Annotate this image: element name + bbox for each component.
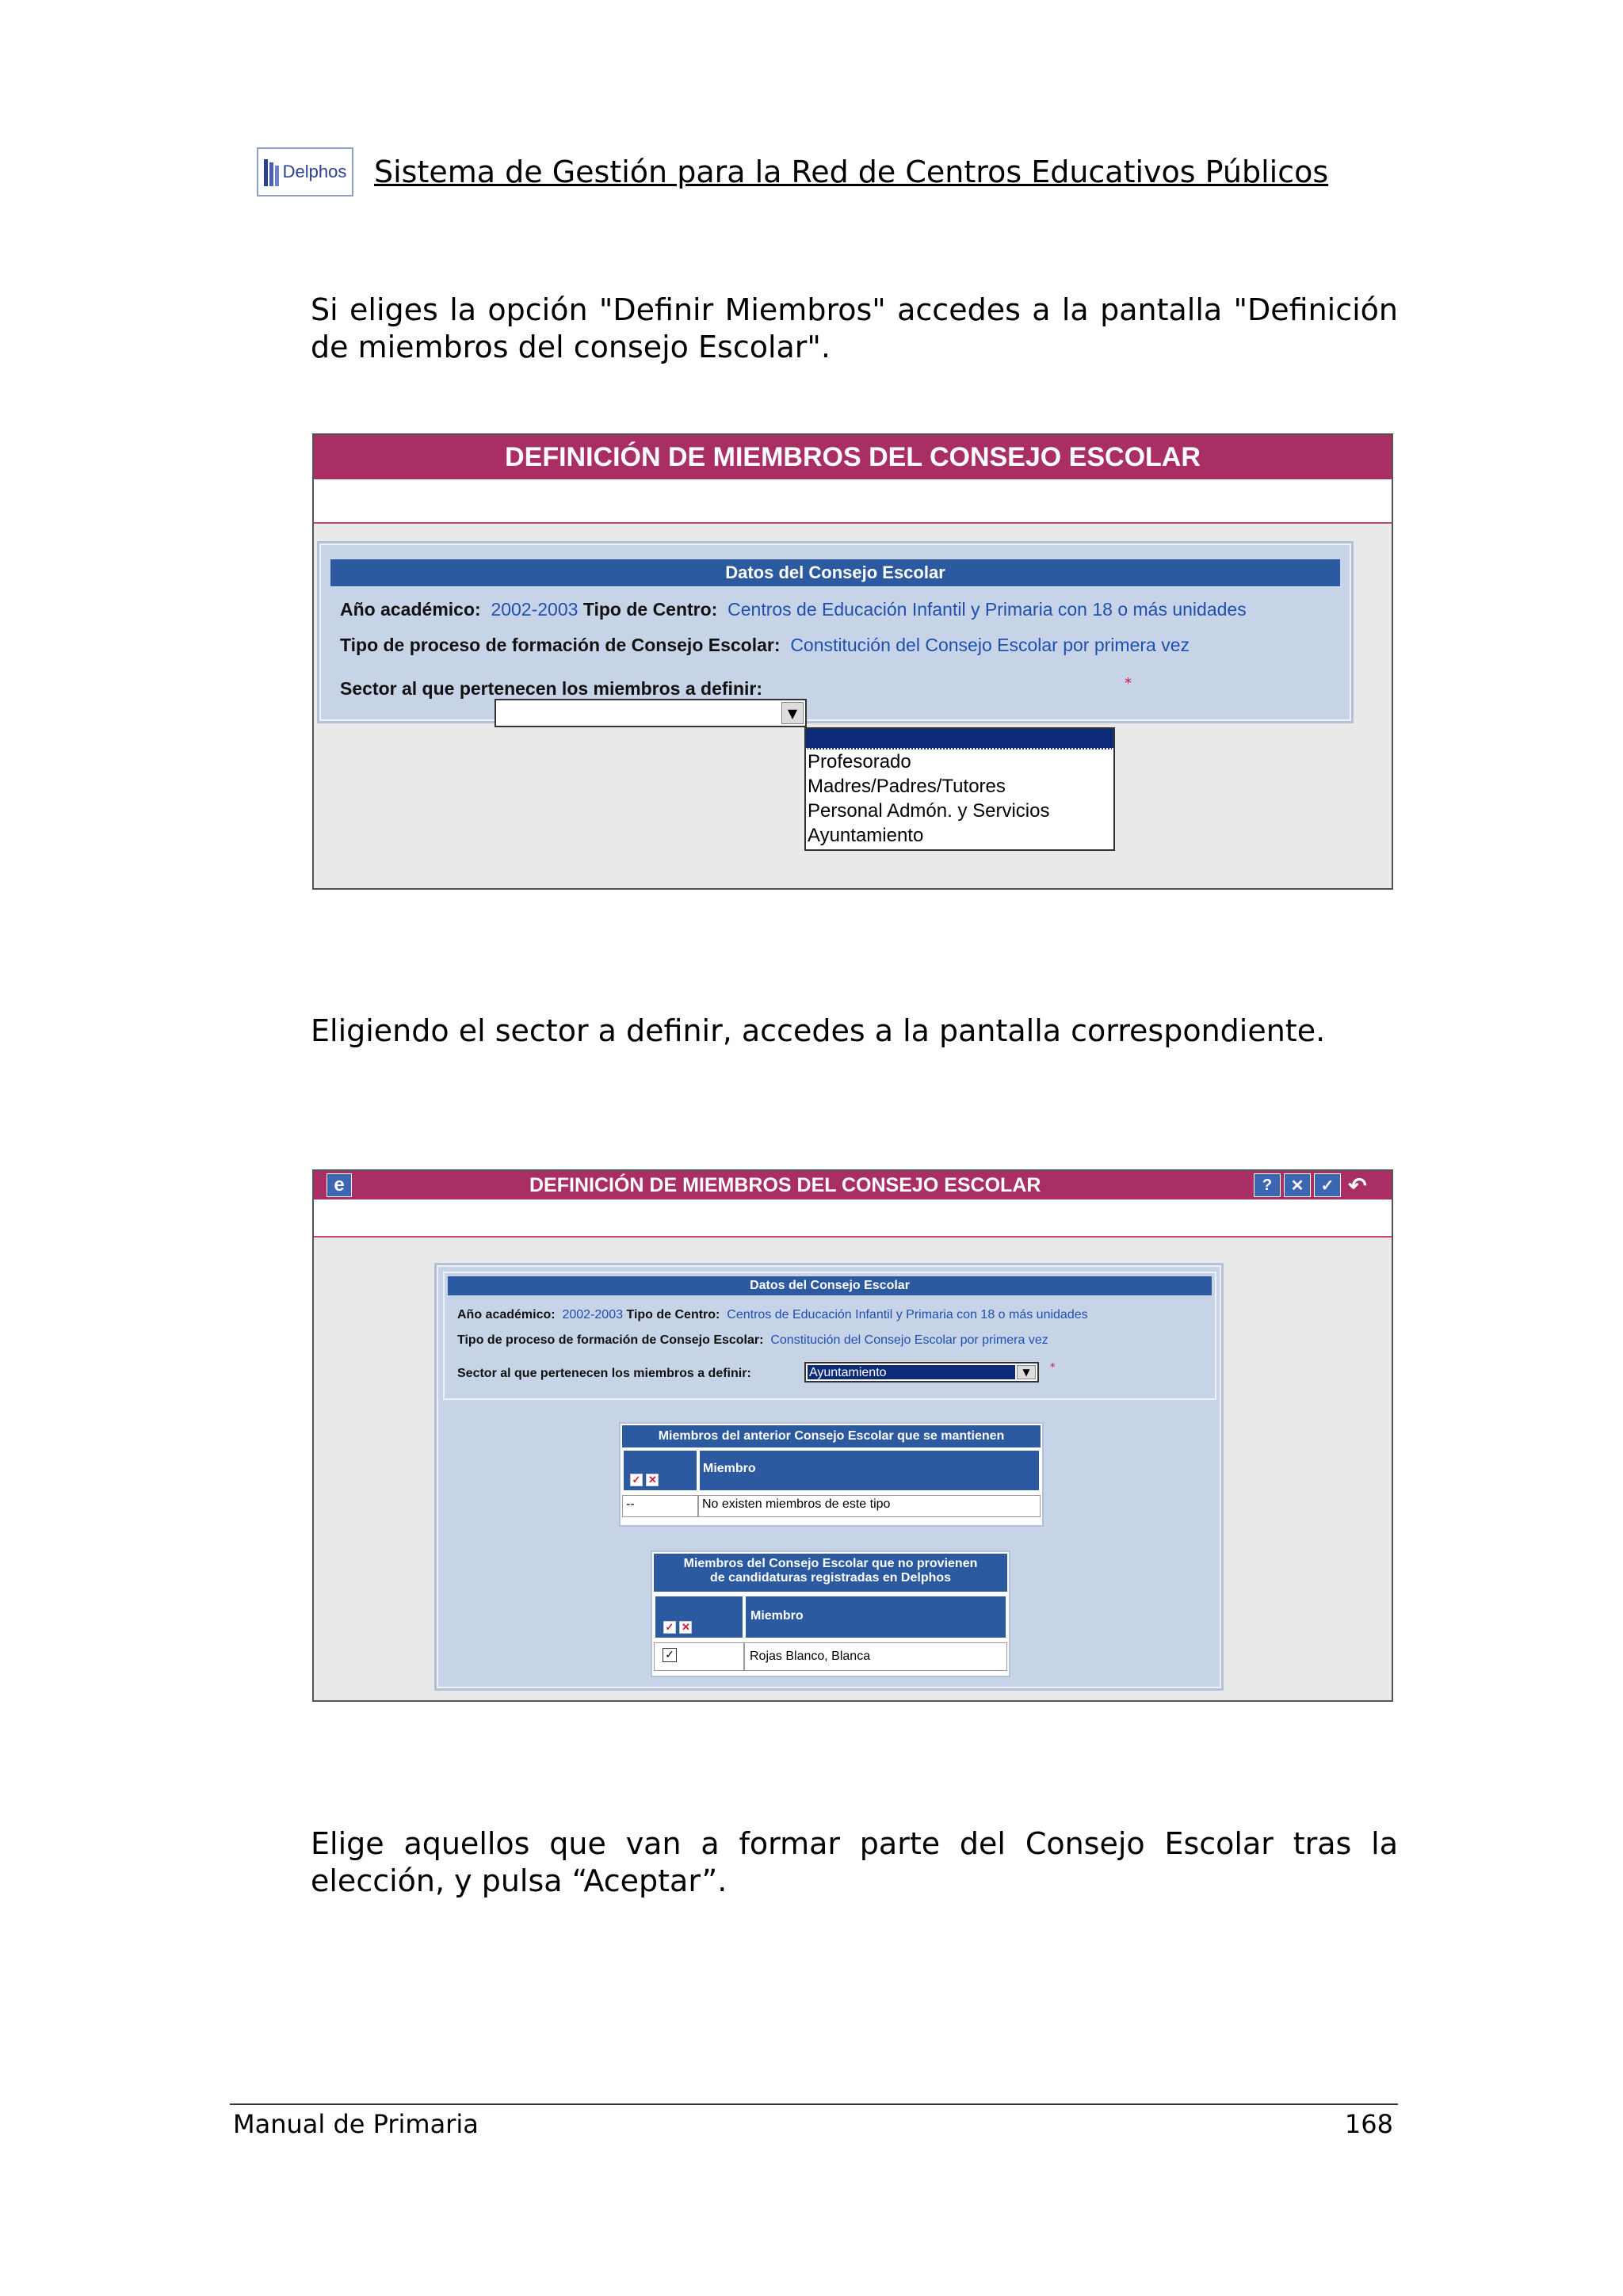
screen2-outer-panel (434, 1263, 1224, 1691)
footer-manual-name: Manual de Primaria (233, 2109, 479, 2139)
chevron-down-icon[interactable]: ▼ (1017, 1365, 1036, 1379)
paragraph-3-line-2: elección, y pulsa “Aceptar”. (311, 1863, 727, 1898)
screen2-council-data-panel (443, 1272, 1216, 1400)
document-title: Sistema de Gestión para la Red de Centros Educativos Públicos (374, 154, 1329, 189)
required-mark: * (1125, 675, 1132, 692)
screen2-panel-title: Datos del Consejo Escolar (448, 1276, 1212, 1295)
screen2-year-row (457, 1308, 1088, 1322)
member-row-checkbox-cell (654, 1642, 744, 1671)
chevron-down-icon[interactable]: ▼ (781, 702, 804, 724)
required-mark: * (1050, 1362, 1056, 1374)
check-all-icon[interactable]: ✓ (630, 1474, 643, 1486)
screenshot-sector-members (312, 1169, 1393, 1702)
screen1-year-row (340, 599, 1247, 620)
uncheck-all-icon[interactable]: ✕ (679, 1621, 692, 1634)
document-header (257, 146, 1328, 198)
sector-select-value: Ayuntamiento (808, 1365, 1015, 1379)
member-checkbox[interactable]: ✓ (663, 1648, 677, 1662)
sector-select[interactable] (495, 699, 807, 727)
toolbar-icons (1254, 1173, 1371, 1197)
year-value: 2002-2003 (491, 599, 579, 620)
year-value: 2002-2003 (562, 1308, 623, 1322)
center-type-label: Tipo de Centro: (582, 599, 718, 620)
sector-select[interactable] (804, 1362, 1039, 1383)
center-type-label: Tipo de Centro: (626, 1308, 720, 1322)
check-all-icon[interactable]: ✓ (663, 1621, 676, 1634)
screen1-sector-row (340, 678, 762, 700)
dropdown-option-personal[interactable]: Personal Admón. y Servicios (808, 800, 1050, 822)
screen2-title: DEFINICIÓN DE MIEMBROS DEL CONSEJO ESCOLAR (529, 1174, 1041, 1196)
delphos-logo (257, 147, 353, 196)
e-icon[interactable]: e (327, 1173, 352, 1197)
sector-label: Sector al que pertenecen los miembros a definir: (340, 678, 762, 699)
process-label: Tipo de proceso de formación de Consejo Escolar: (340, 635, 781, 655)
screen2-title-bar (314, 1171, 1392, 1199)
screen2-toolbar-strip (314, 1199, 1392, 1238)
screen2-sector-row (457, 1367, 751, 1381)
uncheck-all-icon[interactable]: ✕ (646, 1474, 659, 1486)
paragraph-2: Eligiendo el sector a definir, accedes a la pantalla correspondiente. (311, 1013, 1326, 1048)
previous-members-row-member: No existen miembros de este tipo (698, 1495, 1041, 1517)
previous-members-row-check: -- (622, 1495, 698, 1517)
table2-title-line2: de candidaturas registradas en Delphos (709, 1571, 952, 1585)
accept-icon[interactable]: ✓ (1314, 1173, 1341, 1197)
center-type-value: Centros de Educación Infantil y Primaria con 18 o más unidades (727, 1308, 1088, 1322)
process-value: Constitución del Consejo Escolar por primera vez (770, 1333, 1048, 1347)
year-label: Año académico: (340, 599, 481, 620)
non-candidate-members-column-header: Miembro (744, 1595, 1007, 1639)
process-value: Constitución del Consejo Escolar por primera vez (790, 635, 1190, 655)
member-row-name: Rojas Blanco, Blanca (744, 1642, 1007, 1671)
center-type-value: Centros de Educación Infantil y Primaria con 18 o más unidades (727, 599, 1247, 620)
year-label: Año académico: (457, 1308, 556, 1322)
previous-members-table-title: Miembros del anterior Consejo Escolar que se mantienen (621, 1424, 1042, 1449)
paragraph-1: Si eliges la opción "Definir Miembros" accedes a la pantalla "Definición de miembros del consejo Escolar". (311, 292, 1398, 364)
footer-divider (230, 2103, 1398, 2105)
screen1-toolbar-strip (314, 479, 1392, 524)
previous-members-column-header: Miembro (698, 1449, 1041, 1492)
screen2-content-area (314, 1238, 1392, 1700)
footer-page-number: 168 (1344, 2109, 1393, 2139)
dropdown-option-profesorado[interactable]: Profesorado (808, 751, 911, 772)
delphos-logo-icon (264, 156, 280, 188)
sector-dropdown-list[interactable] (804, 727, 1115, 851)
dropdown-highlight-empty-option[interactable] (806, 729, 1113, 749)
dropdown-option-ayuntamiento[interactable]: Ayuntamiento (808, 825, 924, 846)
screen1-panel-title: Datos del Consejo Escolar (330, 559, 1340, 586)
process-label: Tipo de proceso de formación de Consejo Escolar: (457, 1333, 764, 1347)
non-candidate-members-table (651, 1550, 1010, 1677)
close-icon[interactable]: ✕ (1284, 1173, 1311, 1197)
back-icon[interactable]: ↶ (1348, 1173, 1367, 1198)
screen1-title-bar: DEFINICIÓN DE MIEMBROS DEL CONSEJO ESCOLAR (314, 435, 1392, 479)
previous-members-select-header (622, 1449, 698, 1492)
dropdown-option-madres-padres[interactable]: Madres/Padres/Tutores (808, 776, 1006, 797)
logo-text: Delphos (282, 162, 347, 181)
paragraph-3-line-1: Elige aquellos que van a formar parte del Consejo Escolar tras la (311, 1826, 1398, 1861)
sector-label: Sector al que pertenecen los miembros a definir: (457, 1367, 751, 1380)
table2-title-line1: Miembros del Consejo Escolar que no provienen (683, 1557, 978, 1570)
non-candidate-members-select-header (654, 1595, 744, 1639)
screen1-process-row (340, 635, 1190, 656)
non-candidate-members-table-title (652, 1552, 1009, 1593)
screen1-council-data-panel (317, 541, 1354, 723)
help-icon[interactable]: ? (1254, 1173, 1281, 1197)
previous-members-table (619, 1422, 1044, 1527)
screen2-process-row (457, 1333, 1048, 1348)
